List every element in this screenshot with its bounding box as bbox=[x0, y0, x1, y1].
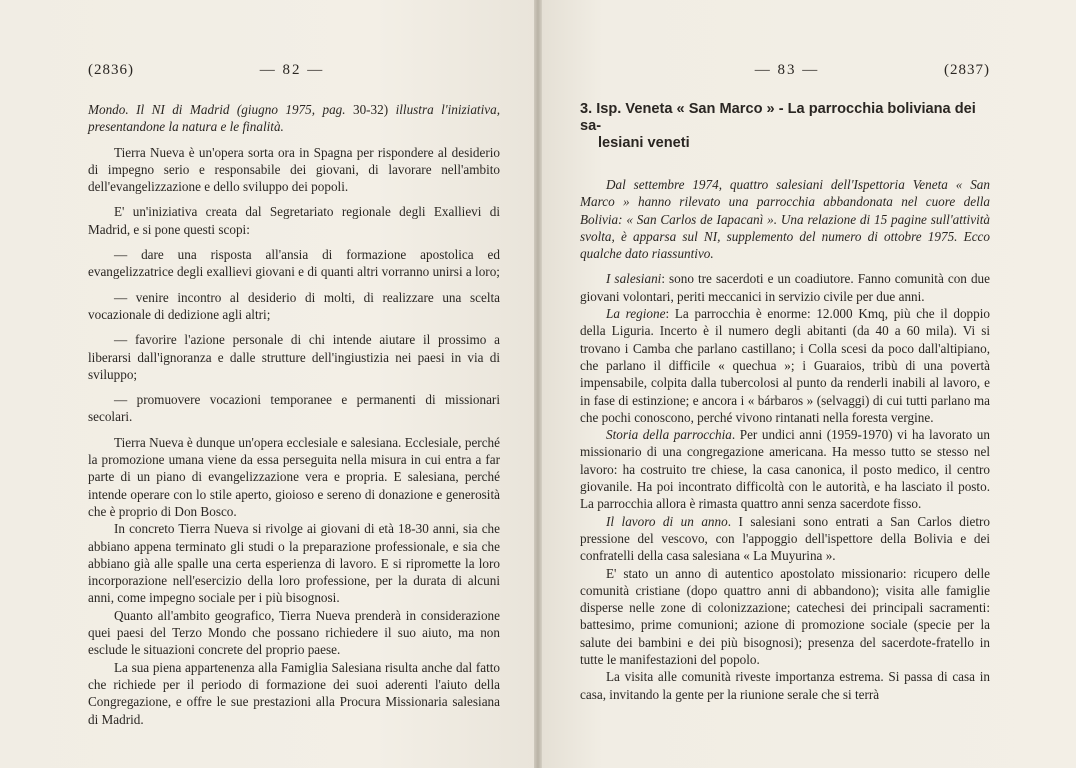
section-heading-line1: 3. Isp. Veneta « San Marco » - La parrocchia boliviana dei sa- bbox=[580, 101, 976, 134]
right-paragraph: E' stato un anno di autentico apostolato missionario: ricupero delle comunità cristiane (dopo quattro anni di abbandono); visita alle famiglie disperse nelle zone di colonizzazione; catechesi dei principali sacramenti: battesimo, prime comunioni; azione di promozione sociale (specie per la salute dei bambini e dei più bisognosi); presenza del sacerdote-fratello in tutte le manifestazioni del popolo. bbox=[580, 565, 990, 668]
right-paragraph: La regione: La parrocchia è enorme: 12.000 Kmq, più che il doppio della Liguria. Incerto è il numero degli abitanti (da 40 a 60 mila). Vi si trovano i Camba che parlano castillano; i Colla scesi da poco dall'altipiano, che parlano il difficile « quechua »; i Guaraios, tribù di una povertà impensabile, colpita dalla tubercolosi al punto da renderli inabili al lavoro, e in fase di estinzione; e ancora i « bárbaros » (selvaggi) di cui tutti parlano ma che pochi conoscono, perché vivono rintanati nella foresta vergine. bbox=[580, 306, 990, 425]
left-paragraph: — dare una risposta all'ansia di formazione apostolica ed evangelizzatrice degli exallievi giovani e di quanti altri vorranno unirsi a loro; bbox=[88, 247, 500, 280]
right-folio: (2837) bbox=[944, 62, 990, 78]
left-paragraph: — venire incontro al desiderio di molti, di realizzare una scelta vocazionale di dedizione agli altri; bbox=[88, 289, 500, 322]
right-running-head bbox=[580, 62, 990, 79]
left-paragraph: In concreto Tierra Nueva si rivolge ai giovani di età 18-30 anni, sia che abbiano appena terminato gli studi o la preparazione professionale, e sia che abbiano già alle spalle una certa esperienza di lavoro. E si ripromette la loro incorporazione nell'esercizio della loro professione, per la durata di alcuni anni, come impegno sociale per i più bisognosi. bbox=[88, 521, 500, 606]
section-heading bbox=[580, 101, 990, 152]
right-paragraph: La visita alle comunità riveste importanza estrema. Si passa di casa in casa, invitando la gente per la riunione serale che si terrà bbox=[580, 669, 990, 702]
right-page bbox=[538, 0, 1076, 768]
left-paragraph: — promuovere vocazioni temporanee e permanenti di missionari secolari. bbox=[88, 392, 500, 425]
right-paragraph: Storia della parrocchia. Per undici anni (1959-1970) vi ha lavorato un missionario di una congregazione americana. Ha messo tutto se stesso nel lavoro: ha costruito tre chiese, la casa canonica, il posto medico, il centro giovanile. Ha poi incontrato difficoltà con le autorità, e ha lasciato il posto. La parrocchia allora è rimasta quattro anni senza sacerdote fisso. bbox=[580, 427, 990, 512]
book-gutter bbox=[534, 0, 542, 768]
left-folio: (2836) bbox=[88, 62, 134, 78]
left-intro-paragraph: Mondo. Il NI di Madrid (giugno 1975, pag. 30-32) illustra l'iniziativa, presentandone la natura e le finalità. bbox=[88, 102, 500, 135]
right-page-number: — 83 — bbox=[754, 62, 820, 78]
left-paragraph: Tierra Nueva è dunque un'opera ecclesiale e salesiana. Ecclesiale, perché la promozione umana viene da essa perseguita nella misura in cui entra a far parte di un piano di evangelizzazione vera e propria. E salesiana, perché intende operare con lo stile aperto, gioioso e sereno di donazione e generosità che è proprio di Don Bosco. bbox=[88, 434, 500, 519]
right-paragraph: Il lavoro di un anno. I salesiani sono entrati a San Carlos dietro pressione del vescovo, con l'appoggio dell'ispettore della Bolivia e dei confratelli della casa salesiana « La Muyurina ». bbox=[580, 513, 990, 564]
left-paragraph: E' un'iniziativa creata dal Segretariato regionale degli Exallievi di Madrid, e si pone questi scopi: bbox=[88, 204, 500, 237]
left-running-head bbox=[88, 62, 500, 79]
left-paragraph: La sua piena appartenenza alla Famiglia Salesiana risulta anche dal fatto che richiede per il periodo di formazione dei suoi aderenti l'aiuto della Congregazione, e offre le sue prestazioni alla Procura Missionaria salesiana di Madrid. bbox=[88, 659, 500, 727]
right-intro-paragraph: Dal settembre 1974, quattro salesiani dell'Ispettoria Veneta « San Marco » hanno rilevato una parrocchia abbandonata nel cuore della Bolivia: « San Carlos de Iapacanì ». Una relazione di 15 pagine sull'attività svolta, è apparsa sul NI, supplemento del numero di ottobre 1975. Ecco qualche dato riassuntivo. bbox=[580, 177, 990, 262]
left-paragraph: Quanto all'ambito geografico, Tierra Nueva prenderà in considerazione quei paesi del Terzo Mondo che possano richiedere il suo aiuto, ma non esclude le situazioni concrete del proprio paese. bbox=[88, 607, 500, 658]
section-heading-line2: lesiani veneti bbox=[598, 135, 690, 151]
right-paragraph: I salesiani: sono tre sacerdoti e un coadiutore. Fanno comunità con due giovani volontari, periti meccanici in servizio civile per due anni. bbox=[580, 271, 990, 304]
left-paragraph: Tierra Nueva è un'opera sorta ora in Spagna per rispondere al desiderio di impegno serio e responsabile dei giovani, di lavorare nell'ambito dell'evangelizzazione e dello sviluppo dei popoli. bbox=[88, 144, 500, 195]
left-page-number: — 82 — bbox=[259, 62, 325, 78]
left-paragraph: — favorire l'azione personale di chi intende aiutare il prossimo a liberarsi dall'ignoranza e dalle strutture dell'ingiustizia nei paesi in via di sviluppo; bbox=[88, 332, 500, 382]
